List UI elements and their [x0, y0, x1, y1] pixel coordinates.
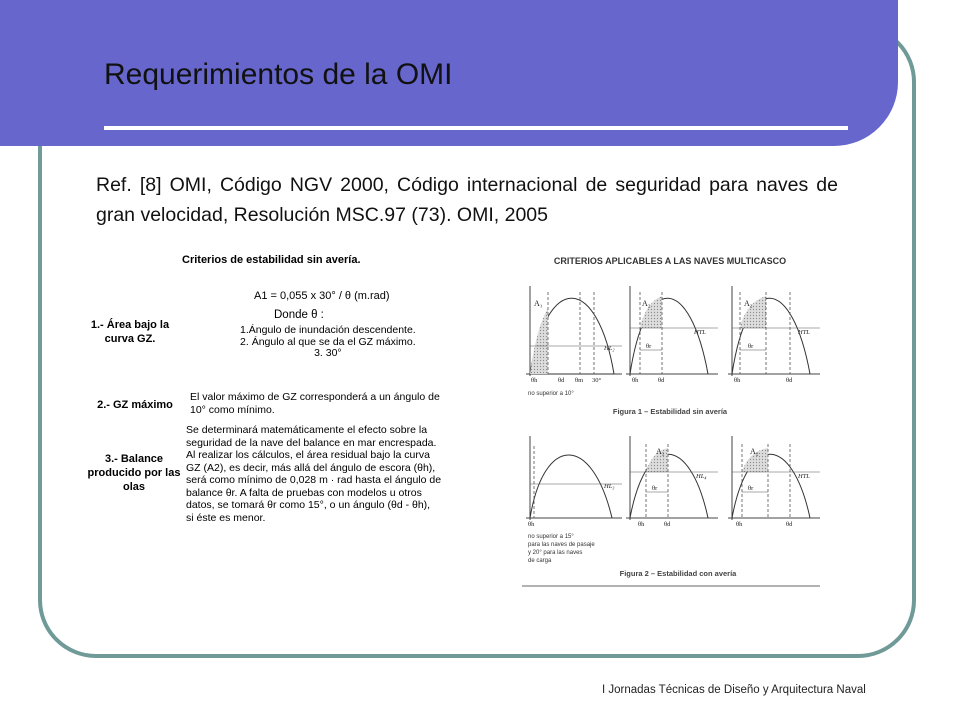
note-no-superior-10: no superior a 10° [528, 391, 574, 397]
label-theta-h: θh [736, 521, 743, 528]
reference-text: Ref. [8] OMI, Código NGV 2000, Código internacional de seguridad para naves de gran velocidad, Resolución MSC.97 (73). OMI, 2005 [96, 174, 838, 226]
label-hl3: HL₃ [604, 483, 615, 490]
label-hl4: HL₄ [696, 473, 707, 480]
criterion-1-label: 1.- Área bajo la curva GZ. [90, 319, 170, 345]
label-theta-d: θd [664, 521, 671, 528]
figure-2-caption: Figura 2 – Estabilidad con avería [619, 569, 737, 578]
criterion-1-items [240, 325, 416, 360]
label-a1: A₁ [534, 299, 543, 308]
note-line: no superior a 15° [528, 534, 574, 540]
figure-1-panel-2 [626, 286, 718, 384]
label-theta-d: θd [786, 377, 793, 384]
label-hl2: HL₂ [604, 345, 615, 352]
label-theta-r: θr [646, 343, 652, 350]
label-theta-h: θh [632, 377, 639, 384]
label-theta-d: θd [558, 377, 565, 384]
label-htl: HTL [798, 329, 810, 336]
criterion-1-item: 3. 30° [314, 347, 342, 359]
figure-1-caption: Figura 1 – Estabilidad sin avería [612, 407, 728, 416]
label-30: 30° [592, 377, 602, 384]
note-line: de carga [528, 558, 552, 564]
label-theta-d: θd [786, 521, 793, 528]
label-htl: HTL [694, 329, 706, 336]
label-theta-h: θh [528, 521, 535, 528]
criteria-title: Criterios de estabilidad sin avería. [182, 254, 361, 266]
title-underline [104, 126, 848, 130]
criterion-3-text: Se determinará matemáticamente el efecto sobre la seguridad de la nave del balance en mar encrespada. Al realizar los cálculos, el área residual bajo la curva GZ (A2), es decir, más allá del ángulo de escora (θh), será como mínimo de 0,028 m · rad hasta el ángulo de balance θr. A falta de pruebas con modelos u otros datos, se tomará θr como 15°, o un ángulo (θd - θh), si éste es menor. [186, 424, 442, 524]
criterion-1-formula: A1 = 0,055 x 30° / θ (m.rad) [254, 290, 390, 302]
criterion-1-donde: Donde θ : [274, 309, 324, 321]
label-theta-h: θh [531, 377, 538, 384]
label-htl: HTL [798, 473, 810, 480]
label-theta-r: θr [748, 343, 754, 350]
label-a2: A₂ [656, 447, 665, 456]
figure-2-panel-1 [526, 436, 622, 528]
label-a2: A₂ [642, 299, 651, 308]
figure-heading: CRITERIOS APLICABLES A LAS NAVES MULTICASCO [553, 256, 787, 266]
label-theta-r: θr [652, 485, 658, 492]
criterion-2-text: El valor máximo de GZ corresponderá a un ángulo de 10° como mínimo. [190, 391, 440, 416]
criterion-2-label: 2.- GZ máximo [97, 399, 173, 411]
label-theta-d: θd [658, 377, 665, 384]
note-line: para las naves de pasaje [528, 542, 595, 548]
figure-2-panel-2 [626, 436, 718, 528]
figure-1-panel-3 [728, 286, 820, 384]
label-theta-h: θh [638, 521, 645, 528]
criterion-1-item: 2. Ángulo al que se da el GZ máximo. [240, 335, 416, 348]
figure-2-panel-3 [728, 436, 820, 528]
label-a2: A₂ [744, 299, 753, 308]
label-theta-m: θm [575, 377, 584, 384]
footer-text: I Jornadas Técnicas de Diseño y Arquitectura Naval [602, 684, 866, 696]
criterion-1-item: 1.Ángulo de inundación descendente. [240, 324, 416, 336]
label-theta-h: θh [734, 377, 741, 384]
stability-figure [518, 248, 822, 588]
criterion-3-label: 3.- Balance producido por las olas [87, 453, 181, 493]
note-line: y 20° para las naves [528, 550, 583, 556]
note-no-superior-15 [528, 534, 596, 564]
slide-title: Requerimientos de la OMI [104, 58, 453, 91]
label-theta-r: θr [748, 485, 754, 492]
figure-1-panel-1 [526, 286, 622, 397]
label-a2: A₂ [750, 447, 759, 456]
